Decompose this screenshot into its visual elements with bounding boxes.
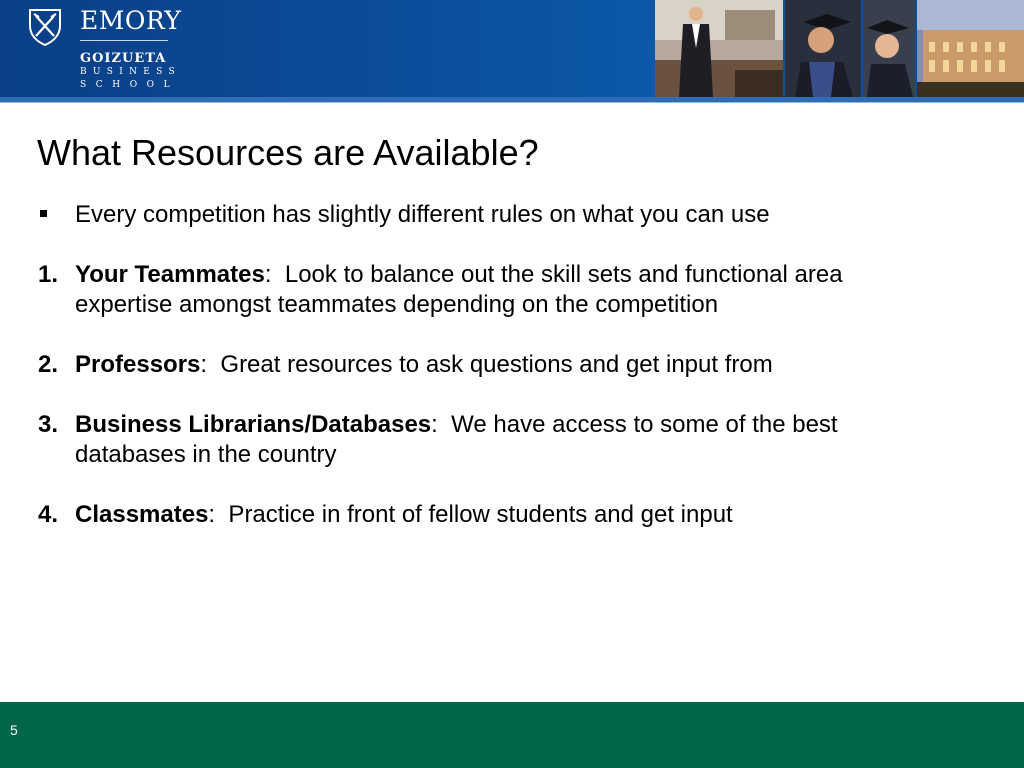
slide-title: What Resources are Available? [37, 132, 539, 173]
item-term: Business Librarians/Databases [75, 411, 432, 438]
item-separator: : [431, 411, 438, 438]
brand-name: EMORY [80, 6, 182, 35]
square-bullet-icon [40, 210, 47, 217]
item-text: Practice in front of fellow students and get input [215, 501, 733, 528]
item-number: 1. [38, 261, 59, 288]
item-text-continued: expertise amongst teammates depending on the competition [75, 291, 719, 318]
list-item [75, 350, 773, 380]
school-name-line3: SCHOOL [80, 80, 180, 90]
item-text: Look to balance out the skill sets and functional area [271, 261, 843, 288]
item-text: We have access to some of the best [437, 411, 838, 438]
school-name-line2: BUSINESS [80, 67, 181, 77]
item-number: 3. [38, 411, 59, 438]
intro-bullet-text: Every competition has slightly different rules on what you can use [75, 201, 770, 228]
item-number: 4. [38, 501, 59, 528]
item-text-continued: databases in the country [75, 441, 337, 468]
emory-shield-logo [28, 8, 62, 46]
item-separator: : [264, 261, 272, 288]
header-rule-thin [0, 102, 1024, 103]
footer-bar [0, 702, 1024, 768]
item-term: Classmates [75, 501, 209, 528]
page-number: 5 [10, 722, 18, 738]
list-item [75, 410, 838, 440]
item-term: Your Teammates [75, 261, 265, 288]
brand-divider [80, 40, 168, 41]
item-term: Professors [75, 351, 201, 378]
item-separator: : [200, 351, 208, 378]
item-text: Great resources to ask questions and get input from [207, 351, 773, 378]
item-separator: : [208, 501, 216, 528]
header-photo-collage [655, 0, 1024, 97]
item-number: 2. [38, 351, 59, 378]
list-item [75, 500, 733, 530]
school-name-line1: GOIZUETA [80, 51, 167, 66]
list-item [75, 260, 843, 290]
